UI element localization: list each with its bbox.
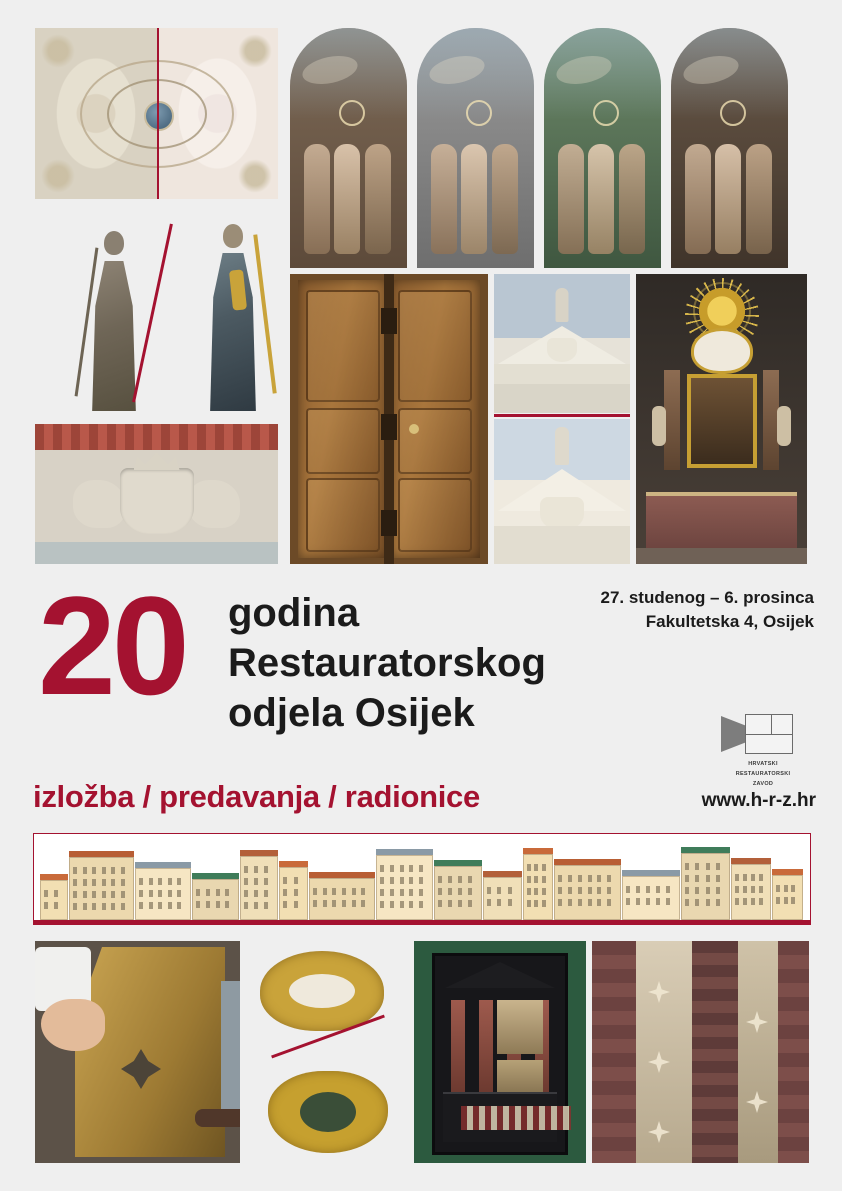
image-altar-painting-3 — [544, 28, 661, 268]
panorama-building — [69, 851, 134, 920]
panorama-building — [135, 862, 191, 920]
hrz-logo-text-2: RESTAURATORSKI — [735, 771, 791, 777]
image-wooden-statues — [35, 210, 278, 415]
panorama-building — [681, 847, 730, 920]
panorama-building — [622, 870, 680, 920]
hrz-logo — [708, 712, 818, 788]
panorama-building — [40, 874, 68, 920]
image-altar-painting-1 — [290, 28, 407, 268]
panorama-building — [731, 858, 771, 920]
before-after-divider — [494, 414, 630, 417]
event-address: Fakultetska 4, Osijek — [645, 612, 814, 631]
website-url[interactable]: www.h-r-z.hr — [701, 790, 816, 811]
image-baroque-altar — [636, 274, 807, 564]
panorama-building — [554, 859, 621, 920]
before-after-divider — [157, 28, 159, 199]
headline-line-3: odjela Osijek — [228, 691, 475, 735]
image-inlaid-cabinet — [414, 941, 586, 1163]
image-pediment-before — [494, 274, 630, 413]
image-conservator-at-work — [35, 941, 240, 1163]
headline-number: 20 — [38, 567, 186, 724]
event-info — [600, 586, 814, 634]
panorama-building — [279, 861, 308, 920]
image-pediment-after — [494, 419, 630, 564]
panorama-building — [192, 873, 239, 920]
panorama-building — [483, 871, 522, 920]
image-restored-textiles — [592, 941, 809, 1163]
headline-line-2: Restauratorskog — [228, 641, 546, 685]
image-gilded-cartouches — [246, 941, 408, 1163]
panorama-building — [309, 872, 375, 920]
hrz-logo-text-1: HRVATSKI — [748, 761, 778, 767]
image-coat-of-arms-relief — [35, 424, 278, 564]
image-ceiling-fresco — [35, 28, 278, 199]
panorama-building — [240, 850, 278, 920]
image-wooden-doors — [290, 274, 488, 564]
headline-lines — [228, 588, 546, 738]
panorama-building — [772, 869, 803, 920]
image-altar-painting-2 — [417, 28, 534, 268]
image-altar-painting-4 — [671, 28, 788, 268]
poster-subtitle: izložba / predavanja / radionice — [33, 779, 480, 814]
event-dates: 27. studenog – 6. prosinca — [600, 588, 814, 607]
hrz-logo-mark — [721, 712, 805, 758]
image-osijek-panorama — [33, 833, 811, 925]
panorama-building — [376, 849, 433, 920]
hrz-logo-text-3: ZAVOD — [752, 781, 774, 787]
panorama-building — [523, 848, 553, 920]
panorama-building — [434, 860, 482, 920]
headline-line-1: godina — [228, 591, 360, 635]
